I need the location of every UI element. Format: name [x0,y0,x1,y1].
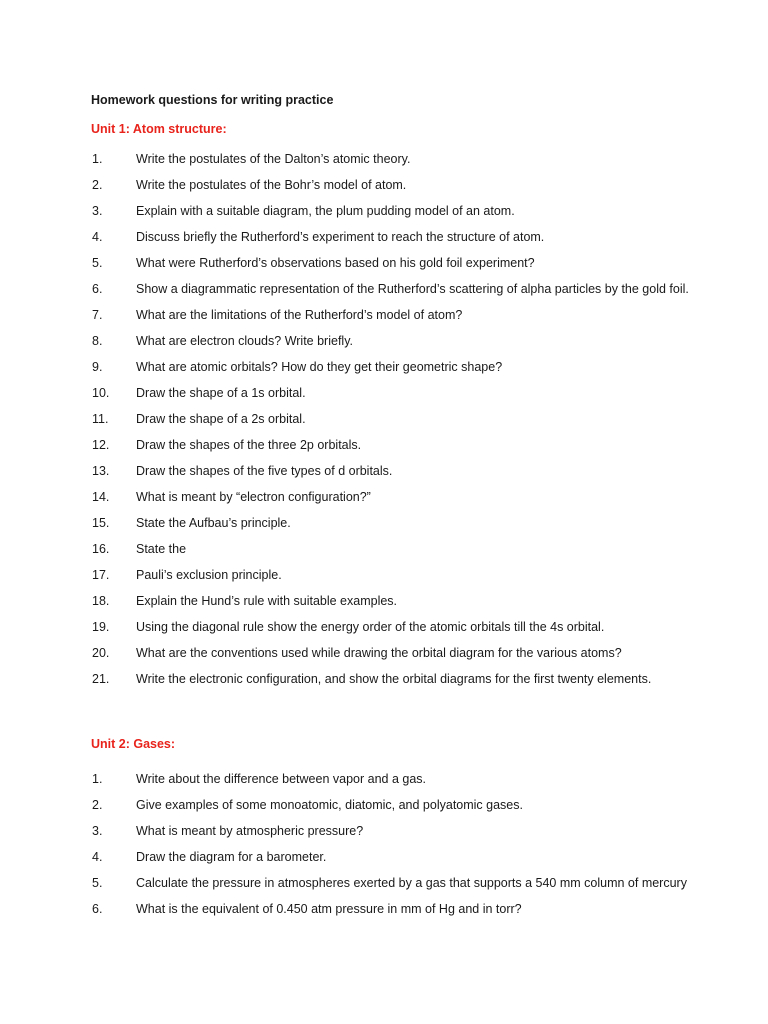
question-item [0,666,768,692]
question-item [0,302,768,328]
question-item [0,640,768,666]
question-text: What is meant by atmospheric pressure? [136,824,364,838]
unit-1-question-list [0,146,768,692]
question-item [0,818,768,844]
question-text: Using the diagonal rule show the energy order of the atomic orbitals till the 4s orbital. [136,620,605,634]
question-item [0,406,768,432]
question-item [0,484,768,510]
question-text: Draw the shape of a 2s orbital. [136,412,306,426]
question-number: 5. [92,256,103,270]
question-text: Draw the shapes of the five types of d orbitals. [136,464,393,478]
question-text: Give examples of some monoatomic, diatomic, and polyatomic gases. [136,798,523,812]
question-text: What are atomic orbitals? How do they get their geometric shape? [136,360,503,374]
question-text: Write about the difference between vapor and a gas. [136,772,427,786]
question-number: 15. [92,516,110,530]
question-text: State the Aufbau’s principle. [136,516,291,530]
question-number: 21. [92,672,110,686]
question-text: Show a diagrammatic representation of the Rutherford’s scattering of alpha particles by the gold foil. [136,282,689,296]
question-item [0,536,768,562]
question-item [0,510,768,536]
question-number: 13. [92,464,110,478]
question-number: 2. [92,178,103,192]
question-number: 10. [92,386,110,400]
question-item [0,328,768,354]
question-text: What are electron clouds? Write briefly. [136,334,353,348]
question-item [0,562,768,588]
question-number: 18. [92,594,110,608]
question-text: Pauli’s exclusion principle. [136,568,282,582]
question-number: 2. [92,798,103,812]
question-item [0,614,768,640]
question-number: 20. [92,646,110,660]
question-text: Calculate the pressure in atmospheres exerted by a gas that supports a 540 mm column of mercury [136,876,687,890]
question-number: 14. [92,490,110,504]
question-text: What are the limitations of the Rutherford’s model of atom? [136,308,463,322]
question-number: 1. [92,152,103,166]
question-number: 5. [92,876,103,890]
unit-2-question-list [0,766,768,922]
question-item [0,792,768,818]
question-item [0,354,768,380]
document-title: Homework questions for writing practice [91,93,334,107]
question-text: What is the equivalent of 0.450 atm pressure in mm of Hg and in torr? [136,902,522,916]
question-text: What is meant by “electron configuration?” [136,490,371,504]
question-number: 8. [92,334,103,348]
question-item [0,766,768,792]
question-number: 4. [92,230,103,244]
question-text: What were Rutherford’s observations based on his gold foil experiment? [136,256,535,270]
question-number: 7. [92,308,103,322]
unit-2-heading: Unit 2: Gases: [91,737,176,751]
question-number: 6. [92,282,103,296]
question-number: 12. [92,438,110,452]
question-number: 1. [92,772,103,786]
question-item [0,844,768,870]
question-text: Draw the diagram for a barometer. [136,850,327,864]
question-number: 17. [92,568,110,582]
question-text: What are the conventions used while drawing the orbital diagram for the various atoms? [136,646,622,660]
question-text: Draw the shape of a 1s orbital. [136,386,306,400]
question-text: Draw the shapes of the three 2p orbitals. [136,438,362,452]
question-number: 4. [92,850,103,864]
question-text: Write the postulates of the Dalton’s atomic theory. [136,152,411,166]
question-text: State the [136,542,187,556]
question-item [0,250,768,276]
question-item [0,432,768,458]
question-text: Write the postulates of the Bohr’s model of atom. [136,178,407,192]
question-text: Explain with a suitable diagram, the plum pudding model of an atom. [136,204,515,218]
question-item [0,458,768,484]
question-item [0,276,768,302]
question-text: Write the electronic configuration, and show the orbital diagrams for the first twenty elements. [136,672,652,686]
question-item [0,896,768,922]
question-item [0,224,768,250]
question-number: 11. [92,412,109,426]
question-number: 19. [92,620,110,634]
question-item [0,380,768,406]
question-item [0,146,768,172]
question-item [0,172,768,198]
question-item [0,870,768,896]
question-number: 6. [92,902,103,916]
question-number: 3. [92,204,103,218]
question-number: 3. [92,824,103,838]
question-item [0,198,768,224]
question-item [0,588,768,614]
question-number: 9. [92,360,103,374]
question-text: Explain the Hund’s rule with suitable examples. [136,594,398,608]
question-number: 16. [92,542,110,556]
question-text: Discuss briefly the Rutherford’s experiment to reach the structure of atom. [136,230,545,244]
unit-1-heading: Unit 1: Atom structure: [91,122,227,136]
